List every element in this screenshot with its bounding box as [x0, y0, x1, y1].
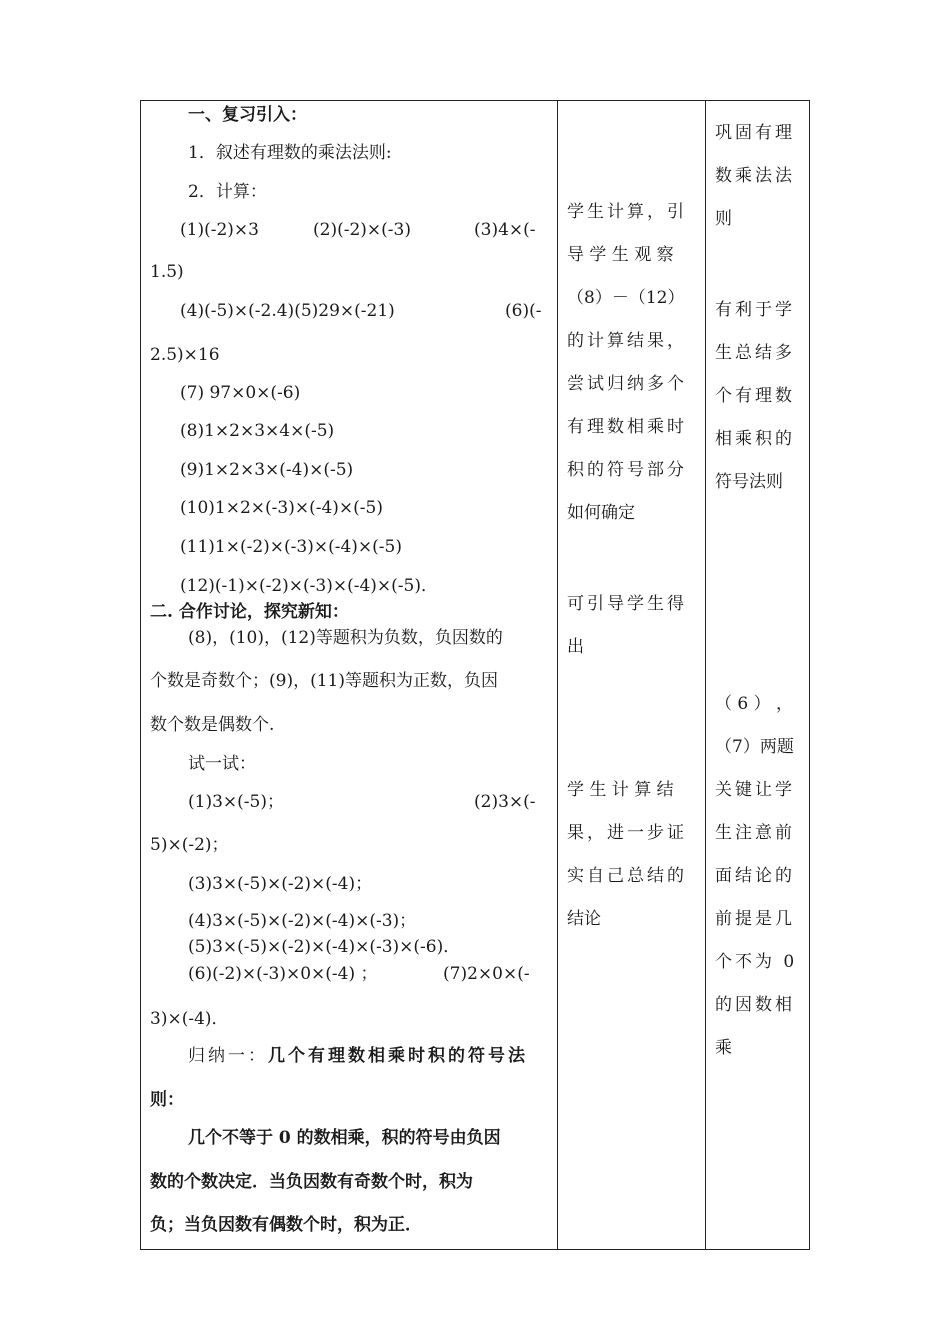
intent-line: 个有理数 [715, 386, 795, 406]
math-item: 3)×(-4)． [150, 1009, 229, 1029]
intent-line: 巩固有理 [715, 123, 795, 143]
activity-line: 积的符号部分 [567, 460, 687, 480]
section-heading-review: 一、复习引入： [188, 105, 307, 125]
text-line: 1．叙述有理数的乘法法则: [188, 143, 392, 163]
math-item: (8)1×2×3×4×(-5) [180, 421, 335, 441]
activity-line: 出 [567, 637, 584, 657]
math-item: (3)3×(-5)×(-2)×(-4)； [188, 874, 373, 894]
activity-line: 有理数相乘时 [567, 417, 687, 437]
text-line: 数个数是偶数个. [150, 715, 275, 735]
intent-line: 乘 [715, 1038, 732, 1058]
activity-line: 的计算结果， [567, 331, 687, 351]
math-item: (7) 97×0×(-6) [180, 383, 301, 403]
activity-line: 学生计算，引 [567, 202, 687, 222]
summary-title: 几个有理数相乘时积的符号法 [268, 1046, 528, 1066]
section-heading-discussion: 二. 合作讨论，探究新知： [150, 602, 349, 622]
intent-line: 关键让学 [715, 780, 795, 800]
math-item: (1)(-2)×3 [180, 220, 259, 240]
intent-line: 数乘法法 [715, 166, 795, 186]
intent-line: 的因数相 [715, 995, 795, 1015]
math-item: (2)(-2)×(-3) [313, 220, 411, 240]
activity-line: 导 学 生 观 察 [567, 245, 674, 265]
intent-line: 前提是几 [715, 909, 795, 929]
activity-line: 如何确定 [567, 503, 635, 523]
intent-line: （ 6 ） ， [715, 694, 794, 714]
activity-line: 实自己总结的 [567, 866, 687, 886]
math-item: (11)1×(-2)×(-3)×(-4)×(-5) [180, 537, 402, 557]
math-item: (1)3×(-5)； [188, 792, 284, 812]
math-item: (7)2×0×(- [443, 964, 530, 984]
summary-lead: 归纳一： [188, 1046, 268, 1066]
math-item: (6)(- [505, 301, 542, 321]
intent-line: 有利于学 [715, 300, 795, 320]
text-line: 个数是奇数个；(9)，(11)等题积为正数，负因 [150, 671, 498, 691]
text-line: 2．计算： [188, 182, 267, 202]
text-line: 试一试： [188, 754, 256, 774]
math-item: (12)(-1)×(-2)×(-3)×(-4)×(-5)． [180, 576, 438, 596]
math-item: (4)3×(-5)×(-2)×(-4)×(-3)； [188, 911, 417, 931]
intent-line: 面结论的 [715, 866, 795, 886]
intent-line: 生注意前 [715, 823, 795, 843]
activity-line: 结论 [567, 909, 601, 929]
column-divider [705, 100, 706, 1250]
intent-line: 生总结多 [715, 343, 795, 363]
rule-line: 几个不等于 0 的数相乘，积的符号由负因 [188, 1128, 501, 1148]
activity-line: 可引导学生得 [567, 594, 687, 614]
text-line: (8)，(10)，(12)等题积为负数，负因数的 [188, 628, 503, 648]
activity-line: 尝试归纳多个 [567, 374, 687, 394]
summary-line [188, 1046, 528, 1066]
intent-line: 相乘积的 [715, 429, 795, 449]
math-item: (4)(-5)×(-2.4)(5)29×(-21) [180, 301, 395, 321]
rule-line: 数的个数决定．当负因数有奇数个时，积为 [150, 1172, 473, 1192]
column-divider [557, 100, 558, 1250]
math-item: (6)(-2)×(-3)×0×(-4) ； [188, 964, 378, 984]
math-item: 5)×(-2)； [150, 835, 229, 855]
math-item: (5)3×(-5)×(-2)×(-4)×(-3)×(-6)． [188, 937, 461, 957]
rule-line: 负；当负因数有偶数个时，积为正． [150, 1215, 422, 1235]
math-item: 1.5) [150, 262, 184, 282]
intent-line: （7）两题 [715, 737, 794, 757]
intent-line: 则 [715, 209, 732, 229]
math-item: (10)1×2×(-3)×(-4)×(-5) [180, 498, 383, 518]
activity-line: 果，进一步证 [567, 823, 687, 843]
activity-line: 学 生 计 算 结 [567, 780, 674, 800]
math-item: (2)3×(- [474, 792, 536, 812]
intent-line: 个不为 0 [715, 952, 798, 972]
activity-line: （8）－（12） [567, 288, 685, 308]
summary-end: 则： [150, 1090, 184, 1110]
intent-line: 符号法则 [715, 472, 783, 492]
math-item: (3)4×(- [474, 220, 536, 240]
math-item: (9)1×2×3×(-4)×(-5) [180, 460, 354, 480]
math-item: 2.5)×16 [150, 345, 220, 365]
